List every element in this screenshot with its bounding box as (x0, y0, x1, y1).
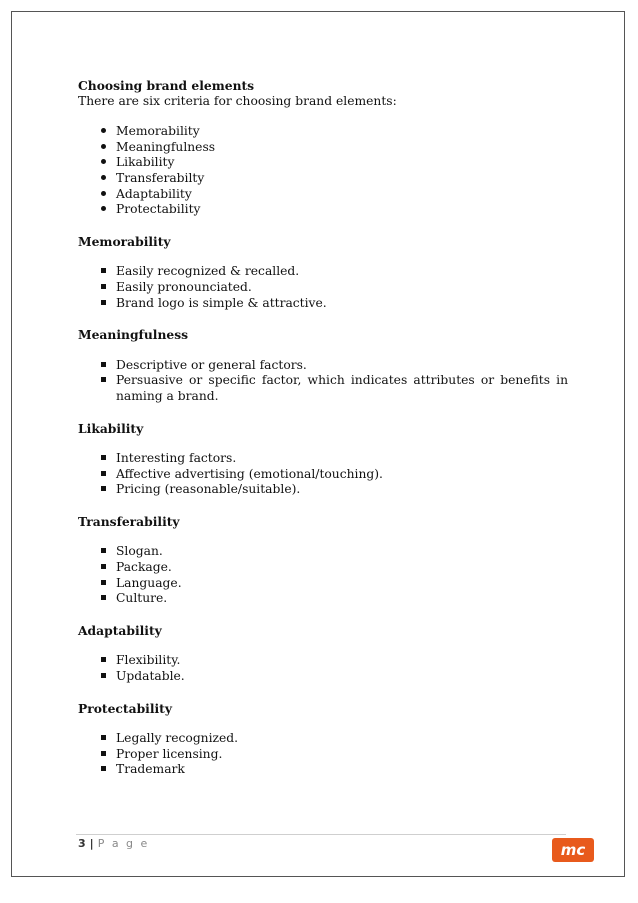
list-item: Trademark (78, 762, 568, 778)
list-item: Descriptive or general factors. (78, 358, 568, 374)
section-heading: Transferability (78, 513, 180, 529)
bullet-dot-icon (95, 171, 111, 187)
bullet-dot-icon (95, 202, 111, 218)
bullet-dot-icon (95, 155, 111, 171)
section-list (78, 451, 568, 498)
bullet-square-icon (95, 731, 111, 747)
list-item: Memorability (78, 124, 568, 140)
bullet-dot-icon (95, 140, 111, 156)
section-heading: Likability (78, 420, 144, 436)
list-item: Pricing (reasonable/suitable). (78, 482, 568, 498)
bullet-square-icon (95, 264, 111, 280)
list-item: Easily recognized & recalled. (78, 264, 568, 280)
list-item: Package. (78, 560, 568, 576)
list-item: Proper licensing. (78, 747, 568, 763)
list-item: Likability (78, 155, 568, 171)
list-item: Flexibility. (78, 653, 568, 669)
document-body (78, 78, 568, 778)
section-heading: Protectability (78, 700, 173, 716)
list-item: Slogan. (78, 544, 568, 560)
bullet-square-icon (95, 560, 111, 576)
section-heading: Memorability (78, 233, 171, 249)
bullet-square-icon (95, 467, 111, 483)
bullet-square-icon (95, 653, 111, 669)
list-item: Language. (78, 576, 568, 592)
section-heading: Meaningfulness (78, 327, 189, 343)
section-list (78, 653, 568, 684)
bullet-square-icon (95, 762, 111, 778)
bullet-square-icon (95, 591, 111, 607)
section-list (78, 544, 568, 606)
page-number: 3 (78, 837, 86, 850)
bullet-square-icon (95, 296, 111, 312)
bullet-square-icon (95, 451, 111, 467)
list-item: Persuasive or specific factor, which indicates attributes or benefits in naming a brand. (78, 373, 568, 404)
bullet-square-icon (95, 747, 111, 763)
page-footer (78, 837, 149, 850)
section-heading: Adaptability (78, 622, 162, 638)
list-item: Protectability (78, 202, 568, 218)
list-item: Meaningfulness (78, 140, 568, 156)
bullet-square-icon (95, 280, 111, 296)
list-item: Transferabilty (78, 171, 568, 187)
bullet-square-icon (95, 544, 111, 560)
list-item: Legally recognized. (78, 731, 568, 747)
page-label: P a g e (97, 837, 150, 850)
bullet-dot-icon (95, 124, 111, 140)
list-item: Adaptability (78, 187, 568, 203)
bullet-square-icon (95, 358, 111, 374)
section-heading: Choosing brand elements (78, 78, 255, 93)
bullet-square-icon (95, 669, 111, 685)
list-item: Brand logo is simple & attractive. (78, 296, 568, 312)
bullet-square-icon (95, 482, 111, 498)
criteria-list (78, 124, 568, 218)
bullet-square-icon (95, 576, 111, 592)
bullet-dot-icon (95, 187, 111, 203)
footer-separator: | (89, 837, 94, 850)
footer-divider (76, 834, 566, 835)
section-list (78, 731, 568, 778)
bullet-square-icon (95, 373, 111, 389)
list-item: Affective advertising (emotional/touching). (78, 467, 568, 483)
list-item: Interesting factors. (78, 451, 568, 467)
list-item: Culture. (78, 591, 568, 607)
brand-logo: mc (552, 838, 594, 862)
list-item: Updatable. (78, 669, 568, 685)
intro-paragraph: There are six criteria for choosing brand elements: (78, 93, 397, 108)
section-list (78, 264, 568, 311)
section-list (78, 358, 568, 405)
list-item: Easily pronounciated. (78, 280, 568, 296)
